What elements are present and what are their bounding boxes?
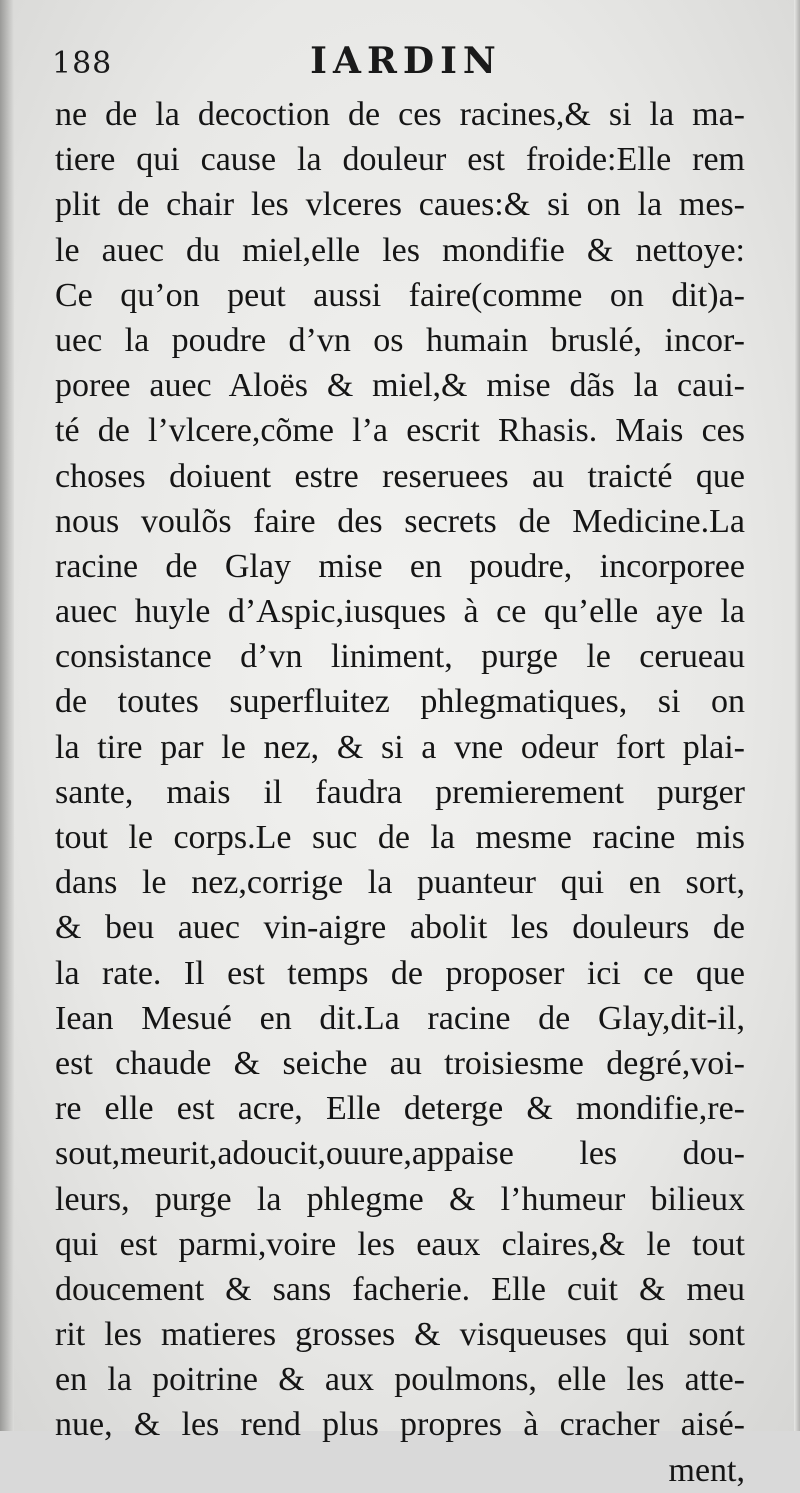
text-line: sout,meurit,adoucit,ouure,appaise les dou- xyxy=(55,1135,745,1173)
text-line: poree auec Aloës & miel,& mise dãs la caui- xyxy=(55,367,745,405)
text-line: tout le corps.Le suc de la mesme racine mis xyxy=(55,819,745,856)
text-line: la rate. Il est temps de proposer ici ce que xyxy=(55,954,745,992)
text-line: ment, xyxy=(668,1451,745,1489)
page-number: 188 xyxy=(52,46,113,81)
text-line: doucement & sans facherie. Elle cuit & meu xyxy=(55,1270,745,1308)
text-line: de toutes superfluitez phlegmatiques, si on xyxy=(55,683,745,721)
text-line: en la poitrine & aux poulmons, elle les atte- xyxy=(55,1361,745,1399)
text-line: choses doiuent estre reseruees au traicté que xyxy=(55,457,745,495)
text-line: sante, mais il faudra premierement purger xyxy=(55,773,745,811)
body-text xyxy=(55,92,745,1493)
text-line: ne de la decoction de ces racines,& si la ma- xyxy=(55,96,745,133)
text-line: té de l’vlcere,cõme l’a escrit Rhasis. Mais ces xyxy=(55,412,745,450)
text-line: est chaude & seiche au troisiesme degré,voi- xyxy=(55,1044,745,1082)
text-line: Iean Mesué en dit.La racine de Glay,dit-il, xyxy=(55,999,745,1037)
text-line: le auec du miel,elle les mondifie & nettoye: xyxy=(55,231,745,269)
page-gutter-shadow xyxy=(0,0,14,1431)
text-line: racine de Glay mise en poudre, incorporee xyxy=(55,547,745,585)
text-line: tiere qui cause la douleur est froide:Elle rem xyxy=(55,141,745,179)
text-line: nous voulõs faire des secrets de Medicine.La xyxy=(55,502,745,540)
text-line: rit les matieres grosses & visqueuses qui sont xyxy=(55,1316,745,1354)
page-header xyxy=(52,40,760,86)
text-line: re elle est acre, Elle deterge & mondifie,re- xyxy=(55,1090,745,1128)
text-line: auec huyle d’Aspic,iusques à ce qu’elle aye la xyxy=(55,593,745,631)
text-line: consistance d’vn liniment, purge le cerueau xyxy=(55,638,745,676)
text-line: Ce qu’on peut aussi faire(comme on dit)a- xyxy=(55,276,745,314)
text-line: qui est parmi,voire les eaux claires,& le tout xyxy=(55,1225,745,1263)
text-line: nue, & les rend plus propres à cracher aisé- xyxy=(55,1406,745,1444)
text-line: plit de chair les vlceres caues:& si on la mes- xyxy=(55,186,745,224)
text-line: leurs, purge la phlegme & l’humeur bilieux xyxy=(55,1180,745,1218)
text-line: & beu auec vin-aigre abolit les douleurs de xyxy=(55,909,745,947)
page-edge-shadow xyxy=(794,0,800,1431)
text-line: dans le nez,corrige la puanteur qui en sort, xyxy=(55,864,745,902)
text-line: la tire par le nez, & si a vne odeur fort plai- xyxy=(55,728,745,766)
running-title: IARDIN xyxy=(310,40,502,82)
text-line: uec la poudre d’vn os humain bruslé, incor- xyxy=(55,321,745,359)
